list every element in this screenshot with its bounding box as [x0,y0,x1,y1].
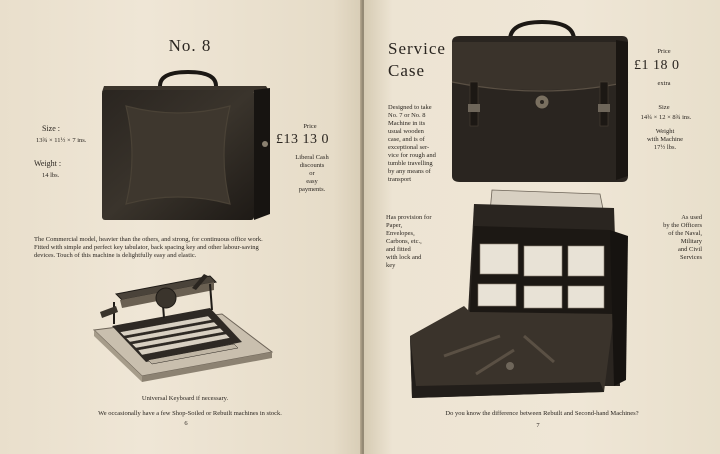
used-by-line: of the Naval, [668,230,702,237]
designed-line: case, and is of [388,136,425,143]
used-by-line: by the Officers [663,222,702,229]
designed-line: vice for rough and [388,152,436,159]
typewriter-image [92,268,274,390]
right-page [364,0,720,454]
price-note-line: or [309,170,315,177]
designed-line: Machine in its [388,120,426,127]
title-line: Case [388,61,426,80]
model-title: No. 8 [168,36,212,55]
designed-line: Designed to take [388,104,432,111]
provision-line: Envelopes, [386,230,415,237]
case-size-label: Size [658,104,670,111]
provision-line: Has provision for [386,214,432,221]
case-price-value: £1 18 0 [634,58,680,73]
provision-line: Carbons, etc., [386,238,422,245]
size-label: Size : [42,124,60,133]
designed-line: tumble travelling [388,160,433,167]
service-case-closed-image [446,18,632,186]
price-note-line: Liberal Cash [295,154,329,161]
provision-line: with lock and [386,254,422,261]
rebuilt-question: Do you know the difference between Rebuilt and Second-hand Machines? [445,410,639,417]
designed-text [388,104,454,184]
price-note-line: easy [306,178,318,185]
designed-line: exceptional ser- [388,144,430,151]
page-number-right: 7 [536,422,540,429]
provision-line: Paper, [386,222,403,229]
price-note-line: payments. [298,186,326,193]
used-by-line: and Civil [677,246,702,253]
price-note [284,154,340,194]
description-line: The Commercial model, heavier than the others, and strong, for continuous office work. [34,236,263,243]
used-by-line: Services [679,254,702,261]
keyboard-caption: Universal Keyboard if necessary. [141,395,229,402]
weight-value: 14 lbs. [42,172,60,179]
case-weight-line: with Machine [647,136,683,143]
size-value: 13¾ × 11½ × 7 ins. [36,137,87,144]
service-case-open-image [404,186,630,406]
designed-line: transport [388,176,412,183]
description-line: Fitted with simple and perfect key tabulator, back spacing key and other labour-saving [34,244,259,251]
case-price-label: Price [657,48,671,55]
case-size-value: 14¾ × 12 × 8¾ ins. [640,114,692,121]
used-by-line: Military [680,238,702,245]
page-number-left: 6 [184,420,188,427]
case-weight [630,128,700,152]
designed-line: by any means of [388,168,431,175]
used-by-line: As used [681,214,702,221]
stock-note: We occasionally have a few Shop-Soiled or Rebuilt machines in stock. [98,410,282,417]
price-value: £13 13 0 [276,132,329,147]
case-weight-line: Weight [655,128,675,135]
provision-line: and fitted [386,246,411,253]
title-line: Service [388,39,446,58]
weight-label: Weight : [34,159,62,168]
case-price-extra: extra [657,80,671,87]
typewriter-case-image [98,68,273,223]
price-label: Price [303,123,317,130]
description-line: devices. Touch of this machine is delightfully easy and elastic. [34,252,197,259]
provision-line: key [386,262,396,269]
case-weight-line: 17½ lbs. [653,144,677,151]
model-description [34,236,344,260]
price-note-line: discounts [299,162,325,169]
designed-line: usual wooden [388,128,424,135]
designed-line: No. 7 or No. 8 [388,112,426,119]
used-by-text [626,214,702,262]
